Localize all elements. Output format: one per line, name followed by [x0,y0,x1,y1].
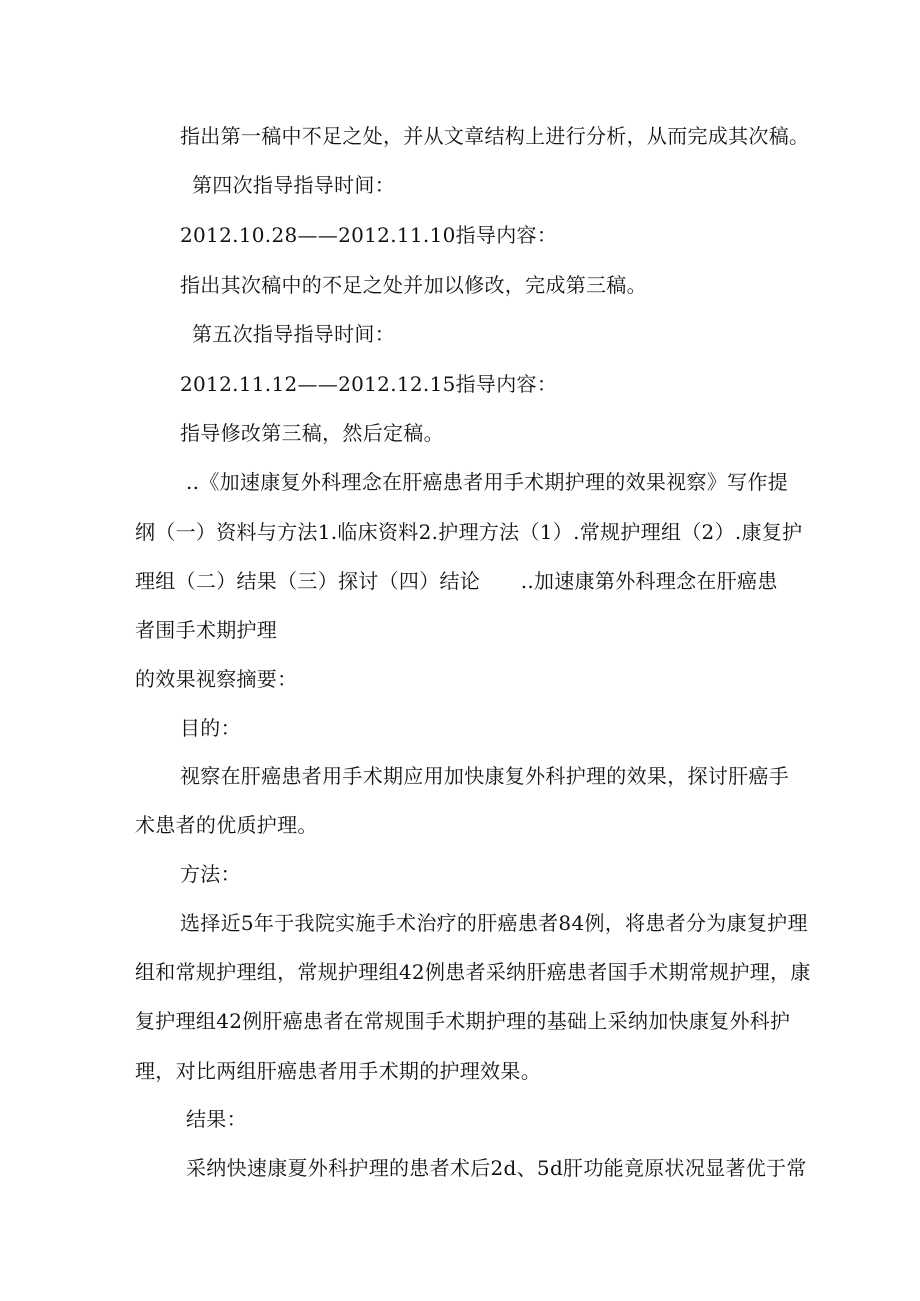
text-line-1: 指出第一稿中不足之处，并从文章结构上进行分析，从而完成其次稿。 [180,124,810,148]
text-line-12: 的效果视察摘要： [135,667,298,691]
text-line-21: 结果： [186,1107,247,1131]
text-line-20: 理，对比两组肝癌患者用手术期的护理效果。 [135,1059,541,1083]
text-line-3: 2012.10.28——2012.11.10指导内容： [180,223,558,247]
text-line-19: 复护理组42例肝癌患者在常规围手术期护理的基础上采纳加快康复外科护 [135,1009,791,1033]
text-line-14: 视察在肝癌患者用手术期应用加快康复外科护理的效果，探讨肝癌手 [180,764,789,788]
text-line-18: 组和常规护理组，常规护理组42例患者采纳肝癌患者国手术期常规护理，康 [135,960,811,984]
text-line-4: 指出其次稿中的不足之处并加以修改，完成第三稿。 [180,273,647,297]
text-line-7: 指导修改第三稿，然后定稿。 [180,421,444,445]
text-line-10: 理组（二）结果（三）探讨（四）结论 ..加速康第外科理念在肝癌患 [135,569,778,593]
text-line-22: 采纳快速康夏外科护理的患者术后2d、5d肝功能竟原状况显著优于常 [186,1156,807,1180]
text-line-5: 第五次指导指导时间： [192,322,395,346]
text-line-16: 方法： [180,862,241,886]
text-line-8: ..《加速康复外科理念在肝癌患者用手术期护理的效果视察》写作提 [186,470,789,494]
text-line-6: 2012.11.12——2012.12.15指导内容： [180,372,558,396]
text-line-11: 者围手术期护理 [135,618,278,642]
text-line-2: 第四次指导指导时间： [192,173,395,197]
text-line-9: 纲（一）资料与方法1.临床资料2.护理方法（1）.常规护理组（2）.康复护 [135,520,803,544]
text-line-17: 选择近5年于我院实施手术治疗的肝癌患者84例，将患者分为康复护理 [180,911,808,935]
text-line-13: 目的： [180,716,241,740]
text-line-15: 术患者的优质护理。 [135,813,318,837]
